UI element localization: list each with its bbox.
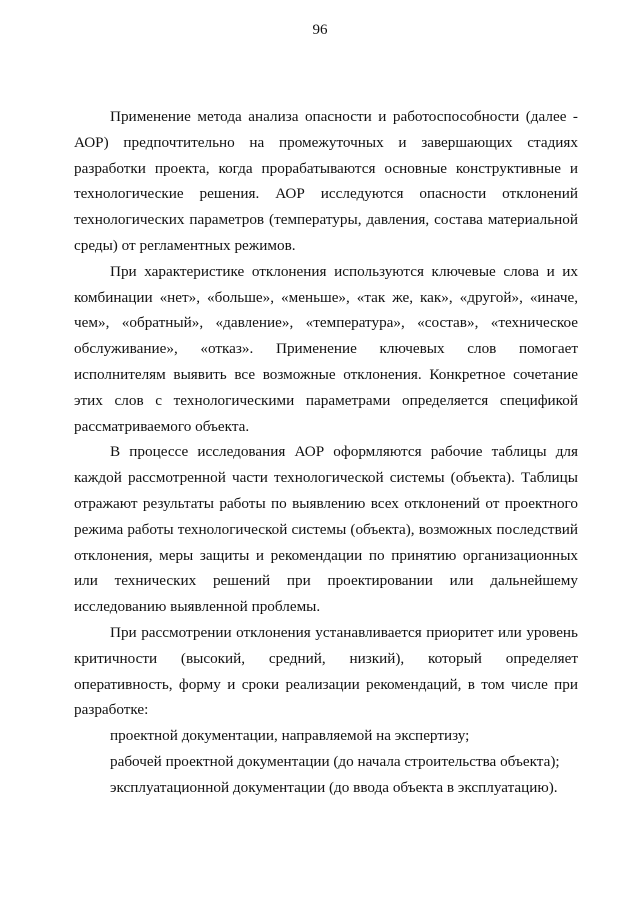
document-body <box>74 104 578 801</box>
paragraph-work-tables: В процессе исследования АОР оформляются рабочие таблицы для каждой рассмотренной части технологической системы (объекта). Таблицы отражают результаты работы по выявлению всех отклонений от проектного режима работы технологической системы (объекта), возможных последствий отклонения, меры защиты и рекомендации по принятию организационных или технических решений при проектировании или дальнейшему исследованию выявленной проблемы. <box>74 443 578 616</box>
list-item-project-docs: проектной документации, направляемой на экспертизу; <box>110 727 470 745</box>
paragraph-keywords: При характеристике отклонения используются ключевые слова и их комбинации «нет», «больше», «меньше», «так же, как», «другой», «иначе, чем», «обратный», «давление», «температура», «состав», «техническое обслуживание», «отказ». Применение ключевых слов помогает исполнителям выявить все возможные отклонения. Конкретное сочетание этих слов с технологическими параметрами определяется спецификой рассматриваемого объекта. <box>74 262 578 435</box>
paragraph-aor-method: Применение метода анализа опасности и работоспособности (далее - АОР) предпочтительно на промежуточных и завершающих стадиях разработки проекта, когда прорабатываются основные конструктивные и технологические решения. АОР исследуются опасности отклонений технологических параметров (температуры, давления, состава материальной среды) от регламентных режимов. <box>74 108 578 254</box>
list-item-operational-docs: эксплуатационной документации (до ввода объекта в эксплуатацию). <box>110 778 558 796</box>
list-item-working-docs: рабочей проектной документации (до начала строительства объекта); <box>110 752 560 770</box>
page-number: 96 <box>312 22 328 38</box>
paragraph-priority: При рассмотрении отклонения устанавливается приоритет или уровень критичности (высокий, средний, низкий), который определяет оперативность, форму и сроки реализации рекомендаций, в том числе при разработке: <box>74 623 578 719</box>
